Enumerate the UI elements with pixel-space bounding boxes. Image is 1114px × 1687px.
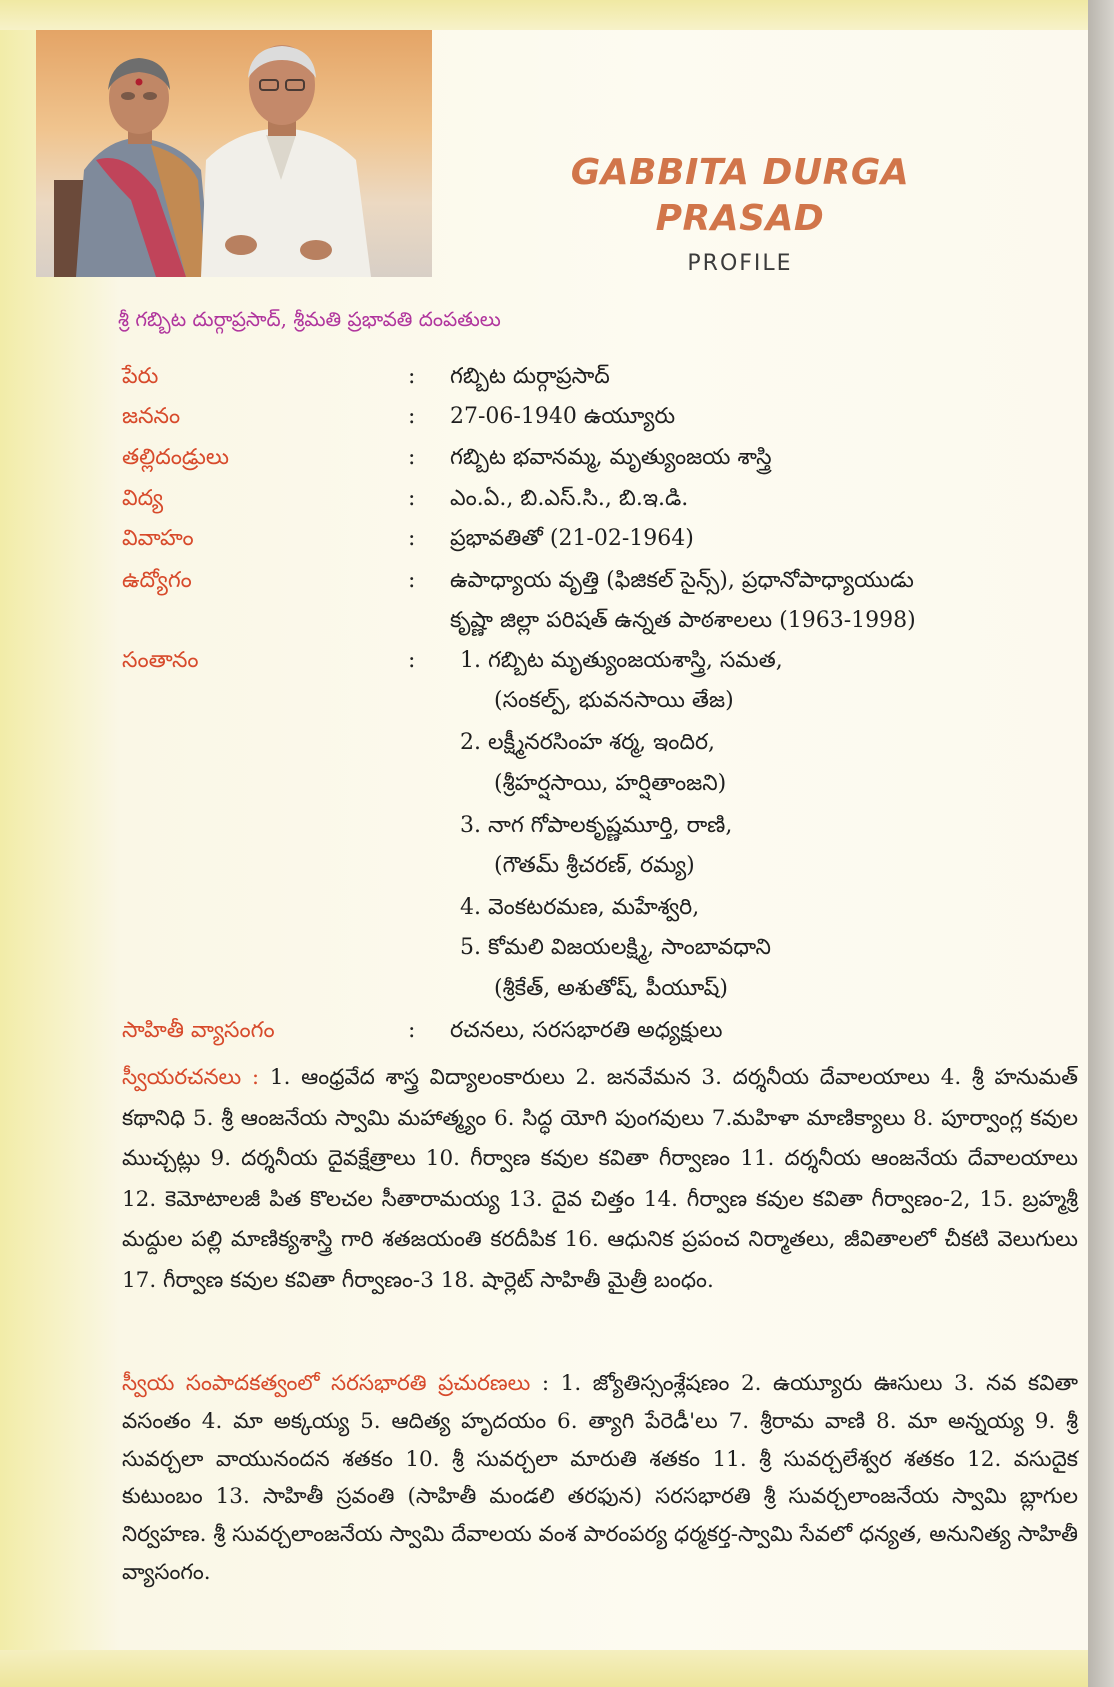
child-entry: 2. లక్ష్మీనరసింహ శర్మ, ఇందిర, <box>460 730 716 755</box>
top-color-band <box>0 0 1088 30</box>
edited-text: : 1. జ్యోతిస్సంశ్లేషణం 2. ఉయ్యూరు ఊసులు 3. నవ కవితా వసంతం 4. మా అక్కయ్య 5. ఆదిత్య హృదయం 6. త్యాగి పేరెడీ'లు 7. శ్రీరామ వాణి 8. మా అన్నయ్య 9. శ్రీ సువర్చలా వాయునందన శతకం 10. శ్రీ సువర్చలా మారుతి శతకం 11. శ్రీ సువర్చలేశ్వర శతకం 12. వసుదైక కుటుంబం 13. సాహితీ స్రవంతి (సాహితీ మండలి తరఫున) సరసభారతి శ్రీ సువర్చలాంజనేయ స్వామి బ్లాగుల నిర్వహణ. శ్రీ సువర్చలాంజనేయ స్వామి దేవాలయ వంశ పారంపర్య ధర్మకర్త-స్వామి సేవలో ధన్యత, అనునిత్య సాహితీ వ్యాసంగం. <box>122 1371 1079 1585</box>
detail-label: వివాహం <box>122 526 194 551</box>
detail-value: 27-06-1940 ఉయ్యూరు <box>450 404 676 429</box>
detail-value: ఎం.ఏ., బి.ఎస్.సి., బి.ఇ.డి. <box>450 486 689 511</box>
bottom-color-band <box>0 1650 1088 1687</box>
page-edge-shadow <box>1088 0 1114 1687</box>
couple-photo-illustration <box>36 30 432 277</box>
detail-label: సాహితీ వ్యాసంగం <box>122 1018 275 1043</box>
detail-label: పేరు <box>122 364 159 389</box>
detail-value: ప్రభావతితో (21-02-1964) <box>450 526 694 551</box>
detail-colon: : <box>408 526 416 551</box>
detail-value-line2: కృష్ణా జిల్లా పరిషత్ ఉన్నత పాఠశాలలు (1963-1998) <box>450 608 916 633</box>
detail-colon: : <box>408 568 416 593</box>
photo-caption: శ్రీ గబ్బిట దుర్గాప్రసాద్, శ్రీమతి ప్రభావతి దంపతులు <box>118 307 501 331</box>
detail-value: గబ్బిట భవానమ్మ, మృత్యుంజయ శాస్త్రి <box>450 445 772 470</box>
title-block <box>480 150 1000 278</box>
detail-label: తల్లిదండ్రులు <box>122 445 230 470</box>
author-name: GABBITA DURGA PRASAD <box>570 152 910 239</box>
works-heading: స్వీయరచనలు : <box>122 1065 260 1090</box>
detail-value: రచనలు, సరసభారతి అధ్యక్షులు <box>450 1018 723 1043</box>
detail-colon: : <box>408 404 416 429</box>
child-entry: (శ్రీకేత్, అశుతోష్, పీయూష్) <box>494 976 728 1001</box>
detail-colon: : <box>408 364 416 389</box>
child-entry: 1. గబ్బిట మృత్యుంజయశాస్త్రి, సమత, <box>460 648 783 673</box>
detail-label: జననం <box>122 404 181 429</box>
couple-photo <box>36 30 432 277</box>
detail-colon: : <box>408 1018 416 1043</box>
detail-value: ఉపాధ్యాయ వృత్తి (ఫిజికల్ సైన్స్), ప్రధానోపాధ్యాయుడు <box>450 568 914 593</box>
child-entry: (సంకల్ప్, భువనసాయి తేజ) <box>494 688 734 713</box>
edited-heading: స్వీయ సంపాదకత్వంలో సరసభారతి ప్రచురణలు <box>122 1371 531 1396</box>
works-text: 1. ఆంధ్రవేద శాస్త్ర విద్యాలంకారులు 2. జనవేమన 3. దర్శనీయ దేవాలయాలు 4. శ్రీ హనుమత్ కథానిధి 5. శ్రీ ఆంజనేయ స్వామి మహాత్మ్యం 6. సిద్ధ యోగి పుంగవులు 7.మహిళా మాణిక్యాలు 8. పూర్వాంగ్ల కవుల ముచ్చట్లు 9. దర్శనీయ దైవక్షేత్రాలు 10. గీర్వాణ కవుల కవితా గీర్వాణం 11. దర్శనీయ ఆంజనేయ దేవాలయాలు 12. కెమోటాలజీ పిత కొలచల సీతారామయ్య 13. దైవ చిత్తం 14. గీర్వాణ కవుల కవితా గీర్వాణం-2, 15. బ్రహ్మశ్రీ మద్దుల పల్లి మాణిక్యశాస్త్రి గారి శతజయంతి కరదీపిక 16. ఆధునిక ప్రపంచ నిర్మాతలు, జీవితాలలో చీకటి వెలుగులు 17. గీర్వాణ కవుల కవితా గీర్వాణం-3 18. షార్లెట్ సాహితీ మైత్రీ బంధం. <box>122 1065 1078 1293</box>
detail-colon: : <box>408 486 416 511</box>
child-entry: 4. వెంకటరమణ, మహేశ్వరి, <box>460 895 700 920</box>
edited-paragraph <box>122 1365 1078 1592</box>
works-paragraph <box>122 1058 1078 1301</box>
detail-colon: : <box>408 648 416 673</box>
detail-label: సంతానం <box>122 648 199 673</box>
child-entry: (గౌతమ్ శ్రీచరణ్, రమ్య) <box>494 853 695 878</box>
detail-label: ఉద్యోగం <box>122 568 192 593</box>
detail-label: విద్య <box>122 486 164 511</box>
child-entry: 5. కోమలి విజయలక్ష్మి, సాంబావధాని <box>460 935 771 960</box>
profile-subtitle: PROFILE <box>687 251 793 276</box>
child-entry: (శ్రీహర్షసాయి, హర్షితాంజని) <box>494 771 727 796</box>
detail-colon: : <box>408 445 416 470</box>
child-entry: 3. నాగ గోపాలకృష్ణమూర్తి, రాణి, <box>460 813 733 838</box>
detail-value: గబ్బిట దుర్గాప్రసాద్ <box>450 364 610 389</box>
